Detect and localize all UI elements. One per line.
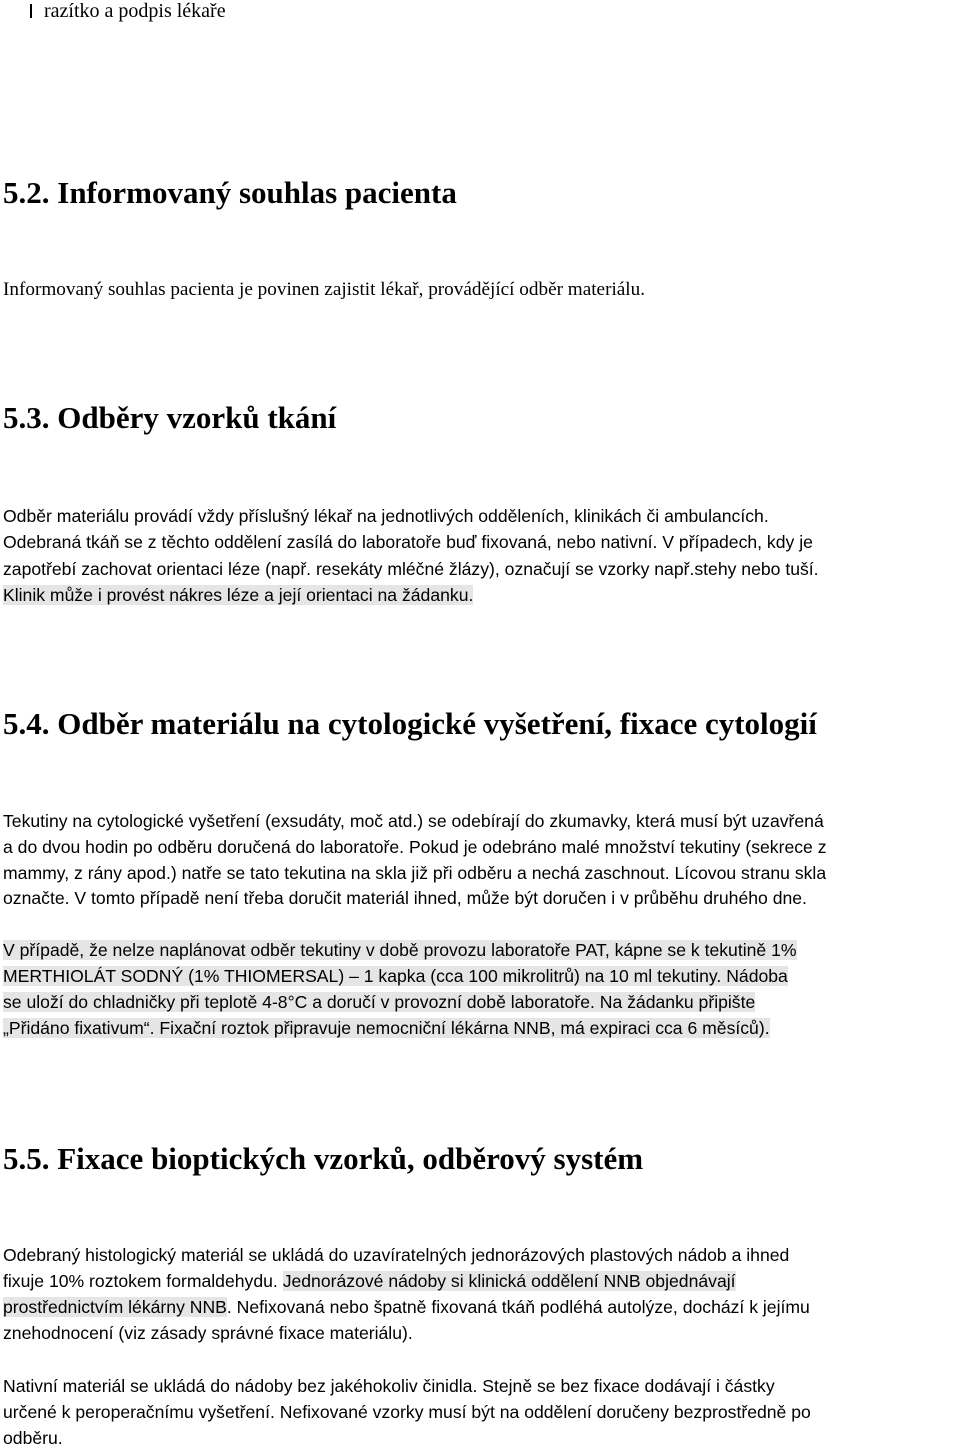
text-5-5-p2-line-3: odběru. <box>3 1428 63 1448</box>
text-5-3-line-3: zapotřebí zachovat orientaci léze (např. resekáty mléčné žlázy), označují se vzorky např.stehy nebo tuší. <box>3 559 819 579</box>
text-5-5-p2-line-1: Nativní materiál se ukládá do nádoby bez jakéhokoliv činidla. Stejně se bez fixace dodávají i částky <box>3 1376 775 1396</box>
text-5-4-p2-line-1 <box>3 937 797 963</box>
text-5-4-p1-line-2: a do dvou hodin po odběru doručená do laboratoře. Pokud je odebráno malé množství tekutiny (sekrece z <box>3 837 827 857</box>
stamp-label: razítko a podpis lékaře <box>44 0 226 22</box>
text-5-3-line-2: Odebraná tkáň se z těchto oddělení zasílá do laboratoře buď fixovaná, nebo nativní. V případech, kdy je <box>3 532 813 552</box>
text-5-3-line-4 <box>3 582 473 608</box>
highlighted-text: Klinik může i provést nákres léze a její orientaci na žádanku. <box>3 585 474 605</box>
text-5-2: Informovaný souhlas pacienta je povinen zajistit lékař, provádějící odběr materiálu. <box>3 279 646 300</box>
bar-mark <box>30 4 32 18</box>
highlighted-text: se uloží do chladničky při teplotě 4-8°C a doručí v provozní době laboratoře. Na žádanku připište <box>3 992 756 1012</box>
highlighted-text: „Přidáno fixativum“. Fixační roztok připravuje nemocniční lékárna NNB, má expiraci cca 6 měsíců). <box>3 1018 770 1038</box>
text-5-5-p1-line-3 <box>3 1294 810 1320</box>
text-5-4-p1-line-1: Tekutiny na cytologické vyšetření (exsudáty, moč atd.) se odebírají do zkumavky, která musí být uzavřená <box>3 811 824 831</box>
highlighted-text: prostřednictvím lékárny NNB <box>3 1297 227 1317</box>
heading-5-4: 5.4. Odběr materiálu na cytologické vyšetření, fixace cytologií <box>3 706 817 741</box>
heading-5-2: 5.2. Informovaný souhlas pacienta <box>3 175 457 210</box>
highlighted-text: Jednorázové nádoby si klinická oddělení NNB objednávají <box>282 1271 736 1291</box>
plain-text: . Nefixovaná nebo špatně fixovaná tkáň podléhá autolýze, dochází k jejímu <box>226 1297 810 1317</box>
text-5-4-p2-line-3 <box>3 989 755 1015</box>
text-5-4-p1-line-3: mammy, z rány apod.) natře se tato tekutina na skla již při odběru a nechá zaschnout. Lícovou stranu skla <box>3 863 827 883</box>
text-5-4-p1-line-4: označte. V tomto případě není třeba doručit materiál ihned, může být doručen i v průběhu druhého dne. <box>3 888 807 908</box>
text-5-5-p1-line-1: Odebraný histologický materiál se ukládá do uzavíratelných jednorázových plastových nádob a ihned <box>3 1245 790 1265</box>
text-5-4-p2-line-2 <box>3 963 788 989</box>
text-5-5-p2-line-2: určené k peroperačnímu vyšetření. Nefixované vzorky musí být na oddělení doručeny bezprostředně po <box>3 1402 811 1422</box>
heading-5-3: 5.3. Odběry vzorků tkání <box>3 400 337 435</box>
text-5-5-p1-line-4: znehodnocení (viz zásady správné fixace materiálu). <box>3 1323 413 1343</box>
highlighted-text: MERTHIOLÁT SODNÝ (1% THIOMERSAL) – 1 kapka (cca 100 mikrolitrů) na 10 ml tekutiny. Nádoba <box>3 966 788 986</box>
stamp-signature-line <box>30 0 226 22</box>
text-5-3-line-1: Odběr materiálu provádí vždy příslušný lékař na jednotlivých odděleních, klinikách či ambulancích. <box>3 506 769 526</box>
text-5-5-p1-line-2 <box>3 1268 736 1294</box>
plain-text: fixuje 10% roztokem formaldehydu. <box>3 1271 283 1291</box>
text-5-4-p2-line-4 <box>3 1015 770 1041</box>
highlighted-text: V případě, že nelze naplánovat odběr tekutiny v době provozu laboratoře PAT, kápne se k tekutině 1% <box>3 940 797 960</box>
heading-5-5: 5.5. Fixace bioptických vzorků, odběrový systém <box>3 1141 644 1176</box>
